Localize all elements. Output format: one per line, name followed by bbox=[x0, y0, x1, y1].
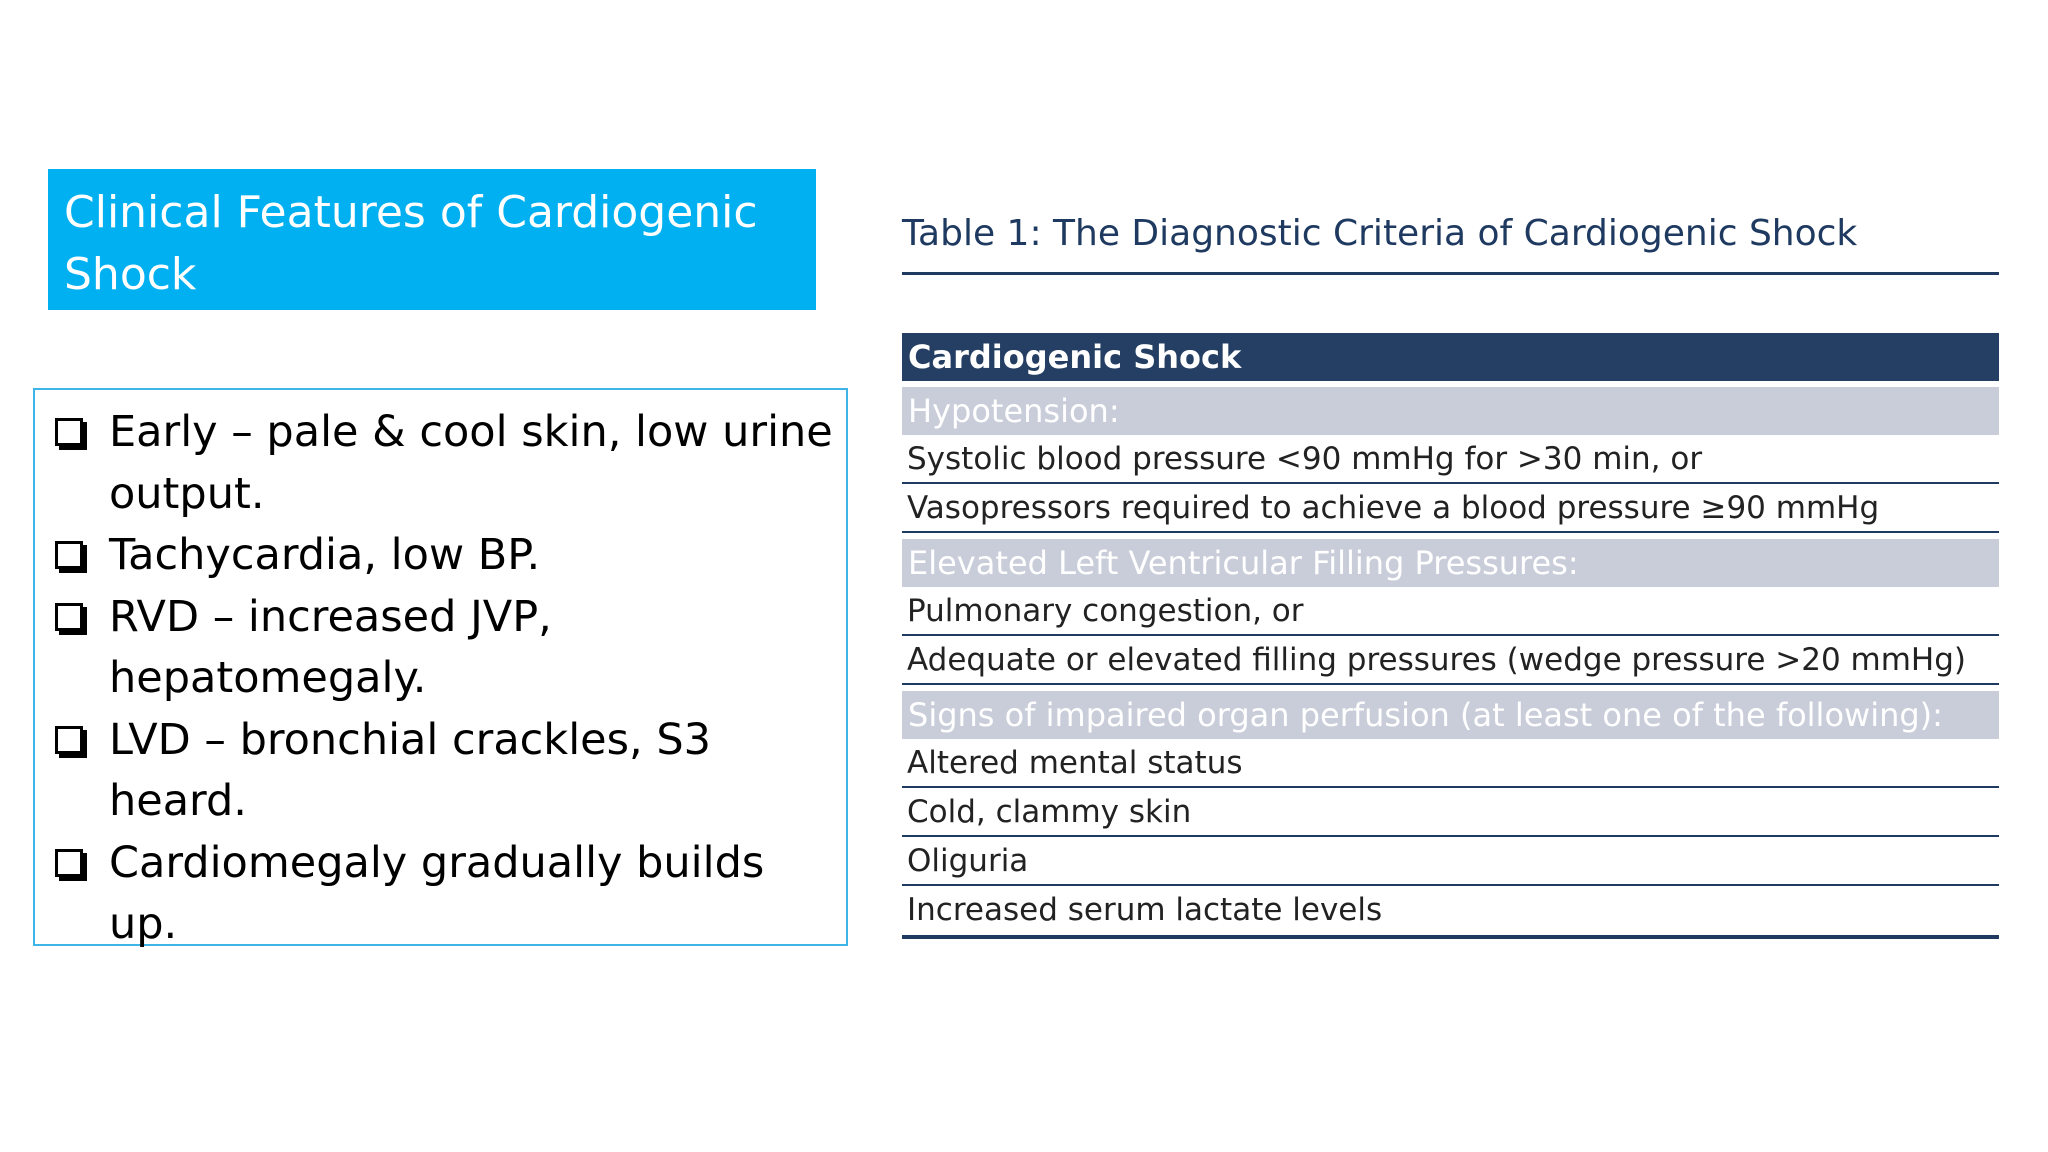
slide-title-box bbox=[48, 169, 816, 310]
table-row: Altered mental status bbox=[902, 739, 1999, 788]
table-section-heading: Signs of impaired organ perfusion (at least one of the following): bbox=[902, 691, 1999, 739]
table-header: Cardiogenic Shock bbox=[902, 333, 1999, 381]
table-row: Vasopressors required to achieve a blood pressure ≥90 mmHg bbox=[902, 484, 1999, 533]
bullet-text: Early – pale & cool skin, low urine output. bbox=[109, 407, 833, 519]
checkbox-bullet-icon bbox=[55, 418, 83, 446]
bullet-text: LVD – bronchial crackles, S3 heard. bbox=[109, 714, 711, 826]
slide-title: Clinical Features of Cardiogenic Shock bbox=[64, 187, 758, 300]
table-row: Oliguria bbox=[902, 837, 1999, 886]
checkbox-bullet-icon bbox=[55, 849, 83, 877]
bullet-text: Cardiomegaly gradually builds up. bbox=[109, 837, 765, 949]
bullet-text: RVD – increased JVP, hepatomegaly. bbox=[109, 591, 552, 703]
clinical-features-box bbox=[33, 388, 848, 949]
bullet-text: Tachycardia, low BP. bbox=[109, 530, 541, 580]
list-item bbox=[35, 402, 846, 525]
diagnostic-criteria-table bbox=[902, 333, 1999, 939]
checkbox-bullet-icon bbox=[55, 726, 83, 754]
list-item bbox=[35, 525, 846, 587]
clinical-features-list bbox=[35, 402, 846, 956]
table-row: Pulmonary congestion, or bbox=[902, 587, 1999, 636]
table-section-heading: Hypotension: bbox=[902, 387, 1999, 435]
table-caption: Table 1: The Diagnostic Criteria of Cardiogenic Shock bbox=[902, 213, 1858, 254]
table-row: Systolic blood pressure <90 mmHg for >30 min, or bbox=[902, 435, 1999, 484]
caption-divider bbox=[902, 272, 1999, 275]
table-bottom-rule bbox=[902, 935, 1999, 939]
checkbox-bullet-icon bbox=[55, 541, 83, 569]
checkbox-bullet-icon bbox=[55, 603, 83, 631]
table-row: Adequate or elevated filling pressures (wedge pressure >20 mmHg) bbox=[902, 636, 1999, 685]
table-row: Cold, clammy skin bbox=[902, 788, 1999, 837]
list-item bbox=[35, 710, 846, 833]
table-section-heading: Elevated Left Ventricular Filling Pressures: bbox=[902, 539, 1999, 587]
list-item bbox=[35, 587, 846, 710]
list-item bbox=[35, 833, 846, 956]
table-row: Increased serum lactate levels bbox=[907, 892, 1383, 928]
